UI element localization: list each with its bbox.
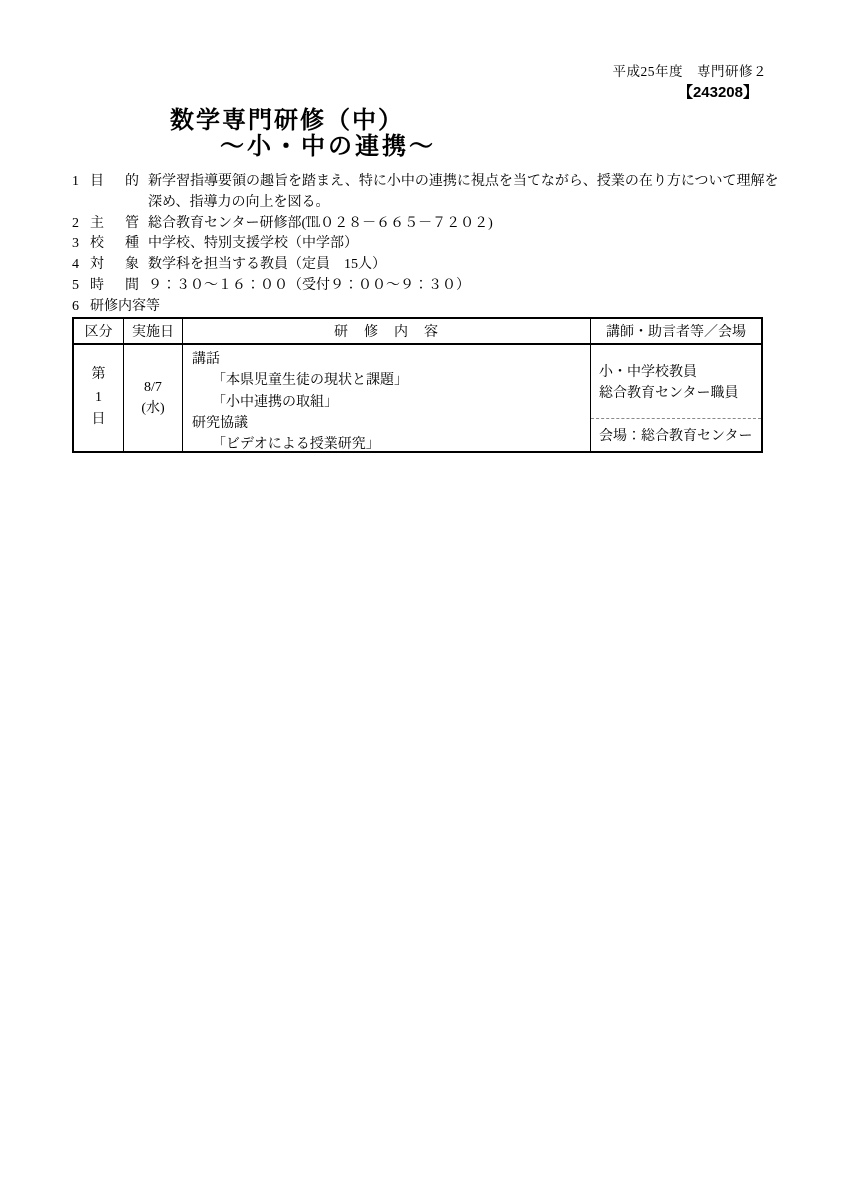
day-char: 1: [95, 389, 102, 405]
header-lecturer-venue: 講師・助言者等／会場: [606, 325, 746, 340]
numbered-items: [72, 172, 780, 318]
presenter-line: 小・中学校教員: [599, 365, 697, 380]
header-category: 区分: [74, 319, 124, 343]
item-label: 対 象: [90, 257, 143, 273]
table-header-row: [74, 319, 761, 345]
item-training-contents: [72, 297, 780, 318]
content-line: 「ビデオによる授業研究」: [212, 437, 380, 453]
item-number: 3: [72, 236, 79, 252]
item-content: 中学校、特別支援学校（中学部）: [148, 236, 358, 252]
item-number: 6: [72, 298, 79, 314]
item-label: 校 種: [90, 236, 143, 252]
dashed-divider: [591, 418, 761, 419]
day-char: 第: [91, 367, 106, 383]
presenter-line: 総合教育センター職員: [599, 386, 739, 401]
item-label: 目 的: [90, 174, 143, 189]
item-content: ９：３０～１６：００（受付９：００～９：３０）: [148, 277, 470, 293]
item-label: 主 管: [90, 215, 143, 231]
item-label: 時 間: [90, 277, 143, 293]
content-line: 講話: [192, 352, 220, 367]
item-time: [72, 276, 780, 297]
item-number: 2: [72, 215, 79, 231]
course-code: 【243208】: [677, 84, 758, 101]
cell-day-number: [74, 345, 124, 451]
item-content: 数学科を担当する教員（定員 15人）: [148, 257, 386, 273]
table-row: [74, 345, 761, 451]
day-char: 日: [91, 412, 106, 428]
header-training-content: 研 修 内 容: [183, 319, 591, 343]
item-number: 4: [72, 257, 79, 273]
item-number: 5: [72, 277, 79, 293]
item-label: 研修内容等: [90, 298, 160, 314]
fiscal-year-label: 平成25年度 専門研修２: [612, 64, 767, 79]
training-schedule-table: [72, 317, 763, 453]
document-title: 数学専門研修（中）: [170, 107, 404, 134]
date-value: 8/7: [144, 380, 162, 395]
content-line: 研究協議: [192, 415, 248, 431]
date-weekday: (水): [141, 401, 165, 416]
item-purpose: [72, 172, 780, 214]
content-line: 「本県児童生徒の現状と課題」: [212, 373, 408, 389]
presenters: [599, 362, 738, 404]
cell-date: [124, 345, 183, 451]
item-content: 新学習指導要領の趣旨を踏まえ、特に小中の連携に視点を当てながら、授業の在り方について理解を深め、指導力の向上を図る。: [148, 174, 779, 210]
item-content: 総合教育センター研修部(℡０２８－６６５－７２０２): [148, 215, 493, 231]
item-supervisor: [72, 214, 780, 235]
cell-lecturer-venue: [591, 345, 761, 451]
item-number: 1: [72, 174, 79, 189]
content-line: 「小中連携の取組」: [212, 394, 338, 410]
cell-training-content: [183, 345, 591, 451]
venue-line: 会場：総合教育センター: [599, 429, 753, 444]
item-target: [72, 255, 780, 276]
item-school-type: [72, 234, 780, 255]
document-subtitle: ～小・中の連携～: [220, 133, 436, 160]
header-date: 実施日: [124, 319, 183, 343]
